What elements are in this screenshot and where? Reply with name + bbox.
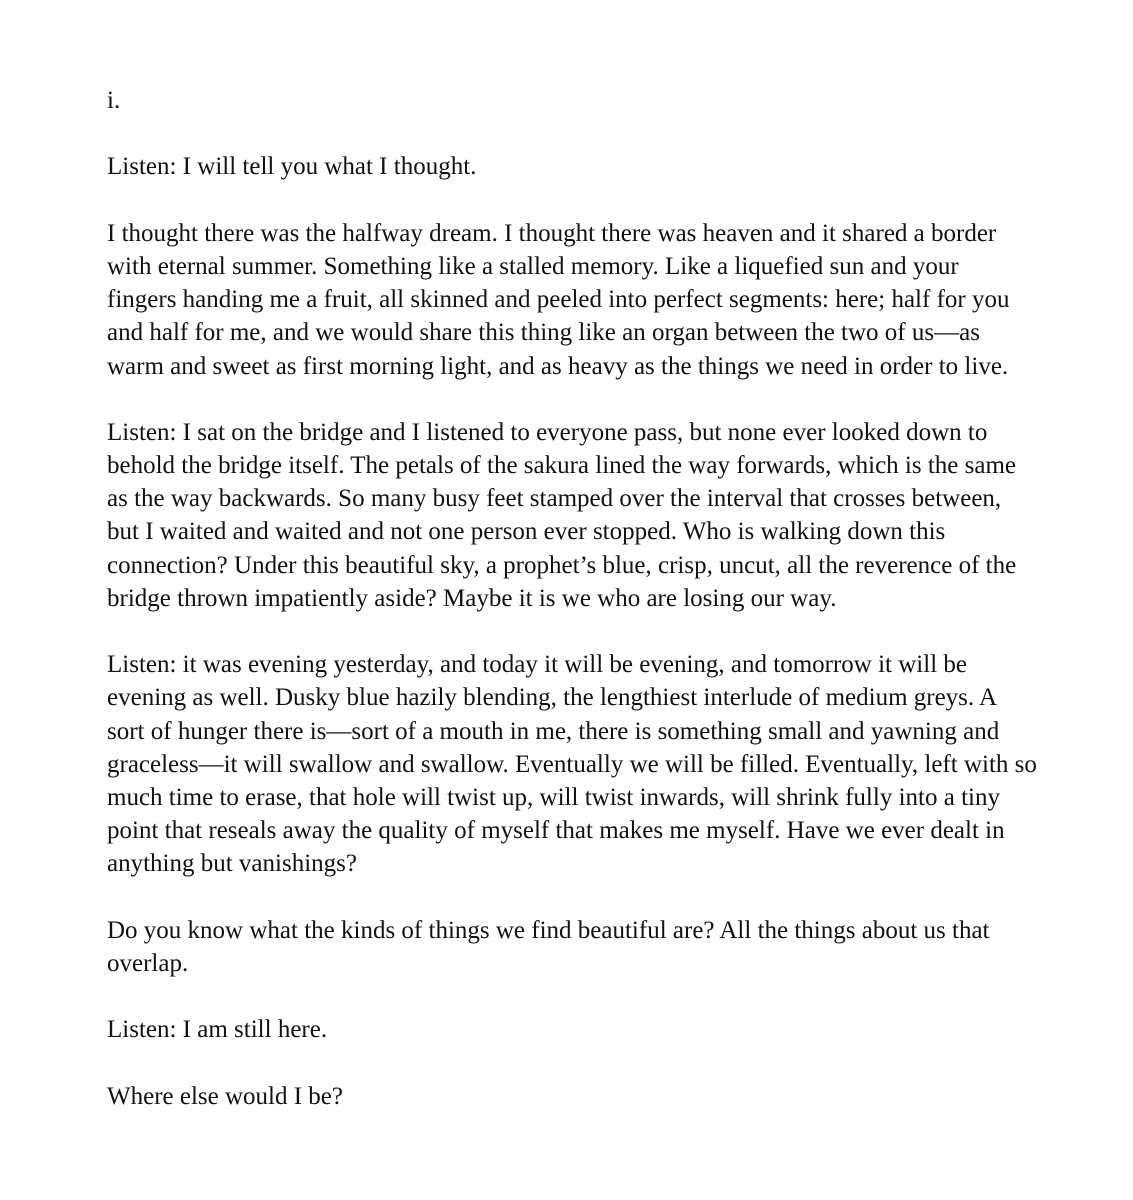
paragraph-line: anything but vanishings? bbox=[107, 850, 357, 878]
paragraph-2 bbox=[107, 217, 1107, 383]
paragraph-line: overlap. bbox=[107, 949, 189, 977]
paragraph-3 bbox=[107, 416, 1107, 615]
paragraph-line: warm and sweet as first morning light, and as heavy as the things we need in order to live. bbox=[107, 352, 1009, 380]
paragraph-line: fingers handing me a fruit, all skinned and peeled into perfect segments: here; half for you bbox=[107, 286, 1010, 314]
paragraph-7 bbox=[107, 1080, 1107, 1113]
paragraph-line: Do you know what the kinds of things we find beautiful are? All the things about us that bbox=[107, 916, 990, 944]
paragraph-line: Listen: I will tell you what I thought. bbox=[107, 153, 477, 181]
paragraph-1 bbox=[107, 150, 1107, 183]
paragraph-line: connection? Under this beautiful sky, a prophet’s blue, crisp, uncut, all the reverence of the bbox=[107, 551, 1017, 579]
paragraph-line: Listen: I am still here. bbox=[107, 1016, 328, 1044]
paragraph-line: Listen: I sat on the bridge and I listened to everyone pass, but none ever looked down to bbox=[107, 418, 988, 446]
paragraph-line: graceless—it will swallow and swallow. Eventually we will be filled. Eventually, left with so bbox=[107, 750, 1037, 778]
paragraph-line: but I waited and waited and not one person ever stopped. Who is walking down this bbox=[107, 518, 946, 546]
paragraph-gap bbox=[107, 117, 1107, 150]
paragraph-gap bbox=[107, 980, 1107, 1013]
paragraph-line: as the way backwards. So many busy feet stamped over the interval that crosses between, bbox=[107, 485, 1002, 513]
paragraph-line: and half for me, and we would share this thing like an organ between the two of us—as bbox=[107, 319, 980, 347]
paragraph-line: point that reseals away the quality of myself that makes me myself. Have we ever dealt in bbox=[107, 817, 1005, 845]
paragraph-line: bridge thrown impatiently aside? Maybe it is we who are losing our way. bbox=[107, 584, 837, 612]
paragraph-line: evening as well. Dusky blue hazily blending, the lengthiest interlude of medium greys. A bbox=[107, 684, 998, 712]
paragraph-gap bbox=[107, 1046, 1107, 1079]
paragraph-line: sort of hunger there is—sort of a mouth in me, there is something small and yawning and bbox=[107, 717, 1000, 745]
paragraph-line: with eternal summer. Something like a stalled memory. Like a liquefied sun and your bbox=[107, 252, 959, 280]
paragraph-4 bbox=[107, 648, 1107, 880]
paragraph-line: Listen: it was evening yesterday, and today it will be evening, and tomorrow it will be bbox=[107, 651, 967, 679]
paragraph-gap bbox=[107, 383, 1107, 416]
paragraph-gap bbox=[107, 615, 1107, 648]
paragraph-line: Where else would I be? bbox=[107, 1082, 343, 1110]
paragraph-line: I thought there was the halfway dream. I thought there was heaven and it shared a border bbox=[107, 219, 997, 247]
paragraph-line: behold the bridge itself. The petals of the sakura lined the way forwards, which is the same bbox=[107, 452, 1016, 480]
paragraph-5 bbox=[107, 914, 1107, 980]
paragraph-gap bbox=[107, 881, 1107, 914]
paragraph-6 bbox=[107, 1013, 1107, 1046]
poem-page bbox=[107, 84, 1107, 1113]
paragraph-line: much time to erase, that hole will twist up, will twist inwards, will shrink fully into a tiny bbox=[107, 783, 1000, 811]
section-label: i. bbox=[107, 87, 121, 114]
paragraph-gap bbox=[107, 184, 1107, 217]
